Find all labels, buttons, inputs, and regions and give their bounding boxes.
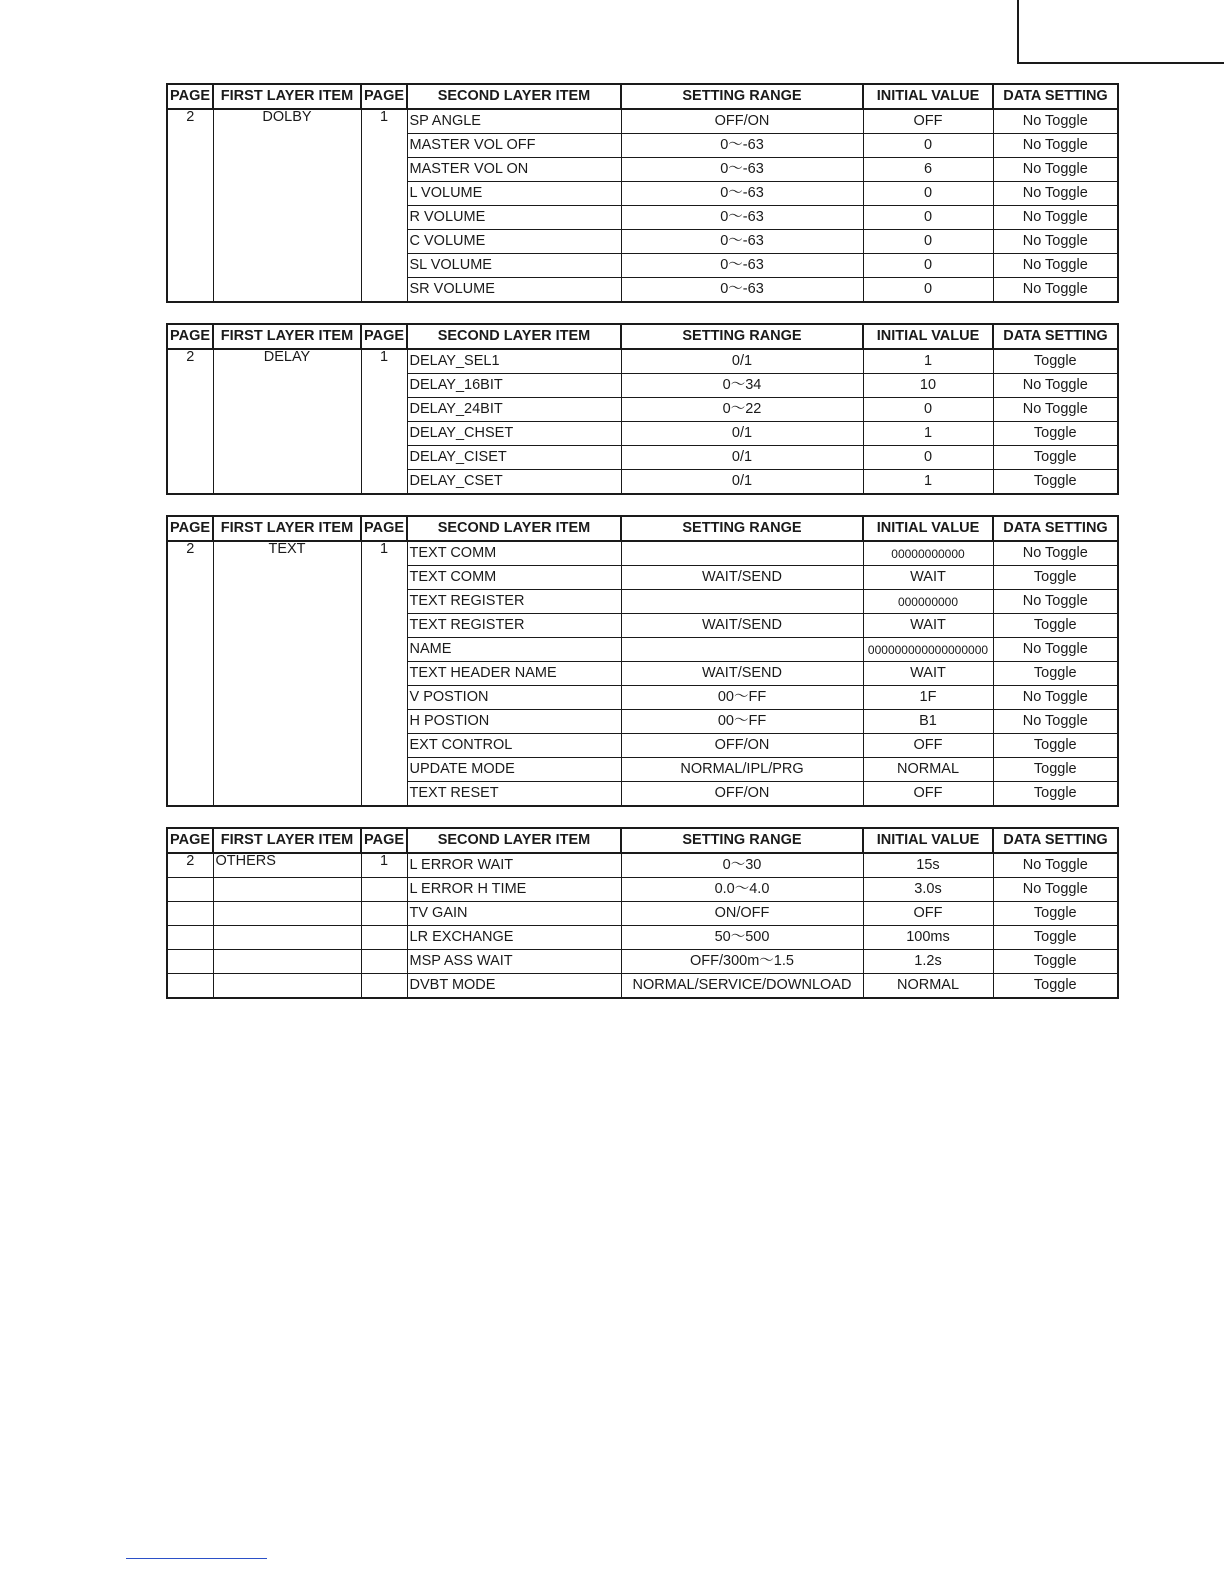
- second-layer-cell: DVBT MODE: [407, 974, 621, 999]
- header-first-layer-item: FIRST LAYER ITEM: [213, 84, 361, 109]
- first-layer-cell: DELAY: [213, 349, 361, 374]
- setting-range-cell: WAIT/SEND: [621, 662, 863, 686]
- initial-value-cell: 1.2s: [863, 950, 993, 974]
- table-row: [167, 374, 1118, 398]
- header-page: PAGE: [167, 828, 213, 853]
- data-setting-cell: No Toggle: [993, 541, 1118, 566]
- text-settings-table: [166, 515, 1119, 807]
- initial-value-cell: WAIT: [863, 566, 993, 590]
- setting-range-cell: 0～22: [621, 398, 863, 422]
- setting-range-cell: 0～-63: [621, 254, 863, 278]
- data-setting-cell: Toggle: [993, 926, 1118, 950]
- data-setting-cell: Toggle: [993, 734, 1118, 758]
- initial-value-cell: 3.0s: [863, 878, 993, 902]
- initial-value-cell: 0: [863, 182, 993, 206]
- header-initial-value: INITIAL VALUE: [863, 324, 993, 349]
- second-layer-cell: TV GAIN: [407, 902, 621, 926]
- table-row: [167, 734, 1118, 758]
- second-layer-cell: LR EXCHANGE: [407, 926, 621, 950]
- setting-range-cell: 00～FF: [621, 710, 863, 734]
- delay-settings-table: [166, 323, 1119, 495]
- initial-value-cell: OFF: [863, 902, 993, 926]
- second-layer-cell: EXT CONTROL: [407, 734, 621, 758]
- first-layer-cell: TEXT: [213, 541, 361, 566]
- initial-value-cell: 1F: [863, 686, 993, 710]
- table-header-row: [167, 516, 1118, 541]
- initial-value-cell: 000000000: [863, 590, 993, 614]
- data-setting-cell: No Toggle: [993, 109, 1118, 134]
- table-row: [167, 278, 1118, 303]
- initial-value-cell: NORMAL: [863, 974, 993, 999]
- header-first-layer-item: FIRST LAYER ITEM: [213, 516, 361, 541]
- setting-range-cell: OFF/ON: [621, 109, 863, 134]
- table-row: [167, 349, 1118, 374]
- second-layer-cell: DELAY_CSET: [407, 470, 621, 495]
- setting-range-cell: [621, 590, 863, 614]
- initial-value-cell: 1: [863, 349, 993, 374]
- data-setting-cell: Toggle: [993, 566, 1118, 590]
- setting-range-cell: 0/1: [621, 422, 863, 446]
- initial-value-cell: 0: [863, 446, 993, 470]
- data-setting-cell: No Toggle: [993, 158, 1118, 182]
- initial-value-cell: 100ms: [863, 926, 993, 950]
- table-row: [167, 902, 1118, 926]
- data-setting-cell: No Toggle: [993, 254, 1118, 278]
- second-layer-cell: SR VOLUME: [407, 278, 621, 303]
- page2-cell: 1: [361, 349, 407, 374]
- initial-value-cell: 6: [863, 158, 993, 182]
- data-setting-cell: Toggle: [993, 446, 1118, 470]
- setting-range-cell: 0/1: [621, 349, 863, 374]
- setting-range-cell: OFF/300m～1.5: [621, 950, 863, 974]
- second-layer-cell: TEXT COMM: [407, 541, 621, 566]
- table-row: [167, 422, 1118, 446]
- header-page: PAGE: [361, 84, 407, 109]
- data-setting-cell: No Toggle: [993, 590, 1118, 614]
- setting-range-cell: OFF/ON: [621, 782, 863, 807]
- data-setting-cell: No Toggle: [993, 206, 1118, 230]
- initial-value-cell: 0: [863, 134, 993, 158]
- page-cell: 2: [167, 541, 213, 566]
- page2-cell: 1: [361, 853, 407, 878]
- second-layer-cell: DELAY_CISET: [407, 446, 621, 470]
- second-layer-cell: DELAY_16BIT: [407, 374, 621, 398]
- setting-range-cell: 0～-63: [621, 278, 863, 303]
- initial-value-cell: 000000000000000000: [863, 638, 993, 662]
- initial-value-cell: 0: [863, 254, 993, 278]
- data-setting-cell: Toggle: [993, 470, 1118, 495]
- setting-range-cell: 0～34: [621, 374, 863, 398]
- table-row: [167, 710, 1118, 734]
- table-row: [167, 782, 1118, 807]
- page-cell: 2: [167, 853, 213, 878]
- setting-range-cell: 00～FF: [621, 686, 863, 710]
- data-setting-cell: Toggle: [993, 782, 1118, 807]
- data-setting-cell: No Toggle: [993, 638, 1118, 662]
- initial-value-cell: OFF: [863, 782, 993, 807]
- second-layer-cell: TEXT COMM: [407, 566, 621, 590]
- data-setting-cell: No Toggle: [993, 398, 1118, 422]
- setting-range-cell: OFF/ON: [621, 734, 863, 758]
- second-layer-cell: DELAY_CHSET: [407, 422, 621, 446]
- first-layer-cell: DOLBY: [213, 109, 361, 134]
- setting-range-cell: 0～-63: [621, 134, 863, 158]
- page-cell: 2: [167, 109, 213, 134]
- table-row: [167, 398, 1118, 422]
- first-layer-cell: OTHERS: [213, 853, 361, 878]
- table-row: [167, 638, 1118, 662]
- table-row: [167, 974, 1118, 999]
- table-row: [167, 614, 1118, 638]
- second-layer-cell: NAME: [407, 638, 621, 662]
- table-row: [167, 254, 1118, 278]
- data-setting-cell: No Toggle: [993, 878, 1118, 902]
- initial-value-cell: NORMAL: [863, 758, 993, 782]
- initial-value-cell: B1: [863, 710, 993, 734]
- table-row: [167, 926, 1118, 950]
- setting-range-cell: 0.0～4.0: [621, 878, 863, 902]
- page2-cell: 1: [361, 109, 407, 134]
- second-layer-cell: L VOLUME: [407, 182, 621, 206]
- setting-range-cell: [621, 541, 863, 566]
- footer-rule: [126, 1558, 267, 1559]
- header-initial-value: INITIAL VALUE: [863, 516, 993, 541]
- second-layer-cell: L ERROR WAIT: [407, 853, 621, 878]
- data-setting-cell: No Toggle: [993, 182, 1118, 206]
- initial-value-cell: 1: [863, 422, 993, 446]
- table-row: [167, 158, 1118, 182]
- page2-cell: 1: [361, 541, 407, 566]
- setting-range-cell: 0/1: [621, 470, 863, 495]
- table-row: [167, 566, 1118, 590]
- initial-value-cell: WAIT: [863, 614, 993, 638]
- setting-range-cell: NORMAL/SERVICE/DOWNLOAD: [621, 974, 863, 999]
- initial-value-cell: 0: [863, 206, 993, 230]
- setting-range-cell: 0～-63: [621, 182, 863, 206]
- initial-value-cell: 0: [863, 230, 993, 254]
- second-layer-cell: UPDATE MODE: [407, 758, 621, 782]
- second-layer-cell: DELAY_SEL1: [407, 349, 621, 374]
- second-layer-cell: MASTER VOL OFF: [407, 134, 621, 158]
- table-row: [167, 950, 1118, 974]
- table-row: [167, 853, 1118, 878]
- header-first-layer-item: FIRST LAYER ITEM: [213, 828, 361, 853]
- header-page: PAGE: [361, 324, 407, 349]
- second-layer-cell: H POSTION: [407, 710, 621, 734]
- setting-range-cell: 0/1: [621, 446, 863, 470]
- data-setting-cell: Toggle: [993, 902, 1118, 926]
- second-layer-cell: MSP ASS WAIT: [407, 950, 621, 974]
- table-row: [167, 758, 1118, 782]
- initial-value-cell: 1: [863, 470, 993, 495]
- second-layer-cell: C VOLUME: [407, 230, 621, 254]
- setting-range-cell: ON/OFF: [621, 902, 863, 926]
- setting-range-cell: WAIT/SEND: [621, 614, 863, 638]
- second-layer-cell: V POSTION: [407, 686, 621, 710]
- table-header-row: [167, 828, 1118, 853]
- table-row: [167, 590, 1118, 614]
- header-setting-range: SETTING RANGE: [621, 828, 863, 853]
- data-setting-cell: Toggle: [993, 662, 1118, 686]
- header-setting-range: SETTING RANGE: [621, 324, 863, 349]
- table-row: [167, 446, 1118, 470]
- second-layer-cell: TEXT REGISTER: [407, 614, 621, 638]
- table-row: [167, 206, 1118, 230]
- page-cell: 2: [167, 349, 213, 374]
- corner-frame: [1017, 0, 1224, 64]
- data-setting-cell: Toggle: [993, 974, 1118, 999]
- setting-range-cell: NORMAL/IPL/PRG: [621, 758, 863, 782]
- initial-value-cell: 0: [863, 278, 993, 303]
- setting-range-cell: 0～-63: [621, 158, 863, 182]
- data-setting-cell: Toggle: [993, 758, 1118, 782]
- header-first-layer-item: FIRST LAYER ITEM: [213, 324, 361, 349]
- data-setting-cell: Toggle: [993, 950, 1118, 974]
- header-second-layer-item: SECOND LAYER ITEM: [407, 324, 621, 349]
- setting-range-cell: 0～-63: [621, 230, 863, 254]
- header-page: PAGE: [361, 516, 407, 541]
- header-data-setting: DATA SETTING: [993, 516, 1118, 541]
- header-second-layer-item: SECOND LAYER ITEM: [407, 828, 621, 853]
- table-header-row: [167, 324, 1118, 349]
- second-layer-cell: SL VOLUME: [407, 254, 621, 278]
- initial-value-cell: 0: [863, 398, 993, 422]
- data-setting-cell: Toggle: [993, 422, 1118, 446]
- dolby-settings-table: [166, 83, 1119, 303]
- header-initial-value: INITIAL VALUE: [863, 828, 993, 853]
- second-layer-cell: MASTER VOL ON: [407, 158, 621, 182]
- data-setting-cell: No Toggle: [993, 686, 1118, 710]
- data-setting-cell: No Toggle: [993, 853, 1118, 878]
- setting-range-cell: 50～500: [621, 926, 863, 950]
- header-setting-range: SETTING RANGE: [621, 516, 863, 541]
- second-layer-cell: TEXT HEADER NAME: [407, 662, 621, 686]
- second-layer-cell: SP ANGLE: [407, 109, 621, 134]
- second-layer-cell: TEXT RESET: [407, 782, 621, 807]
- data-setting-cell: Toggle: [993, 349, 1118, 374]
- table-row: [167, 541, 1118, 566]
- data-setting-cell: No Toggle: [993, 278, 1118, 303]
- header-data-setting: DATA SETTING: [993, 324, 1118, 349]
- table-header-row: [167, 84, 1118, 109]
- setting-range-cell: WAIT/SEND: [621, 566, 863, 590]
- data-setting-cell: No Toggle: [993, 710, 1118, 734]
- table-row: [167, 134, 1118, 158]
- initial-value-cell: OFF: [863, 109, 993, 134]
- second-layer-cell: L ERROR H TIME: [407, 878, 621, 902]
- others-settings-table: [166, 827, 1119, 999]
- table-row: [167, 230, 1118, 254]
- header-setting-range: SETTING RANGE: [621, 84, 863, 109]
- header-page: PAGE: [167, 324, 213, 349]
- data-setting-cell: No Toggle: [993, 374, 1118, 398]
- data-setting-cell: No Toggle: [993, 230, 1118, 254]
- data-setting-cell: Toggle: [993, 614, 1118, 638]
- table-row: [167, 878, 1118, 902]
- header-page: PAGE: [167, 516, 213, 541]
- setting-range-cell: 0～30: [621, 853, 863, 878]
- header-second-layer-item: SECOND LAYER ITEM: [407, 516, 621, 541]
- table-row: [167, 109, 1118, 134]
- initial-value-cell: WAIT: [863, 662, 993, 686]
- second-layer-cell: DELAY_24BIT: [407, 398, 621, 422]
- second-layer-cell: R VOLUME: [407, 206, 621, 230]
- table-row: [167, 470, 1118, 495]
- table-row: [167, 182, 1118, 206]
- header-page: PAGE: [361, 828, 407, 853]
- initial-value-cell: 15s: [863, 853, 993, 878]
- header-page: PAGE: [167, 84, 213, 109]
- header-data-setting: DATA SETTING: [993, 828, 1118, 853]
- table-row: [167, 686, 1118, 710]
- initial-value-cell: OFF: [863, 734, 993, 758]
- initial-value-cell: 00000000000: [863, 541, 993, 566]
- initial-value-cell: 10: [863, 374, 993, 398]
- setting-range-cell: 0～-63: [621, 206, 863, 230]
- second-layer-cell: TEXT REGISTER: [407, 590, 621, 614]
- header-second-layer-item: SECOND LAYER ITEM: [407, 84, 621, 109]
- setting-range-cell: [621, 638, 863, 662]
- table-row: [167, 662, 1118, 686]
- header-data-setting: DATA SETTING: [993, 84, 1118, 109]
- data-setting-cell: No Toggle: [993, 134, 1118, 158]
- header-initial-value: INITIAL VALUE: [863, 84, 993, 109]
